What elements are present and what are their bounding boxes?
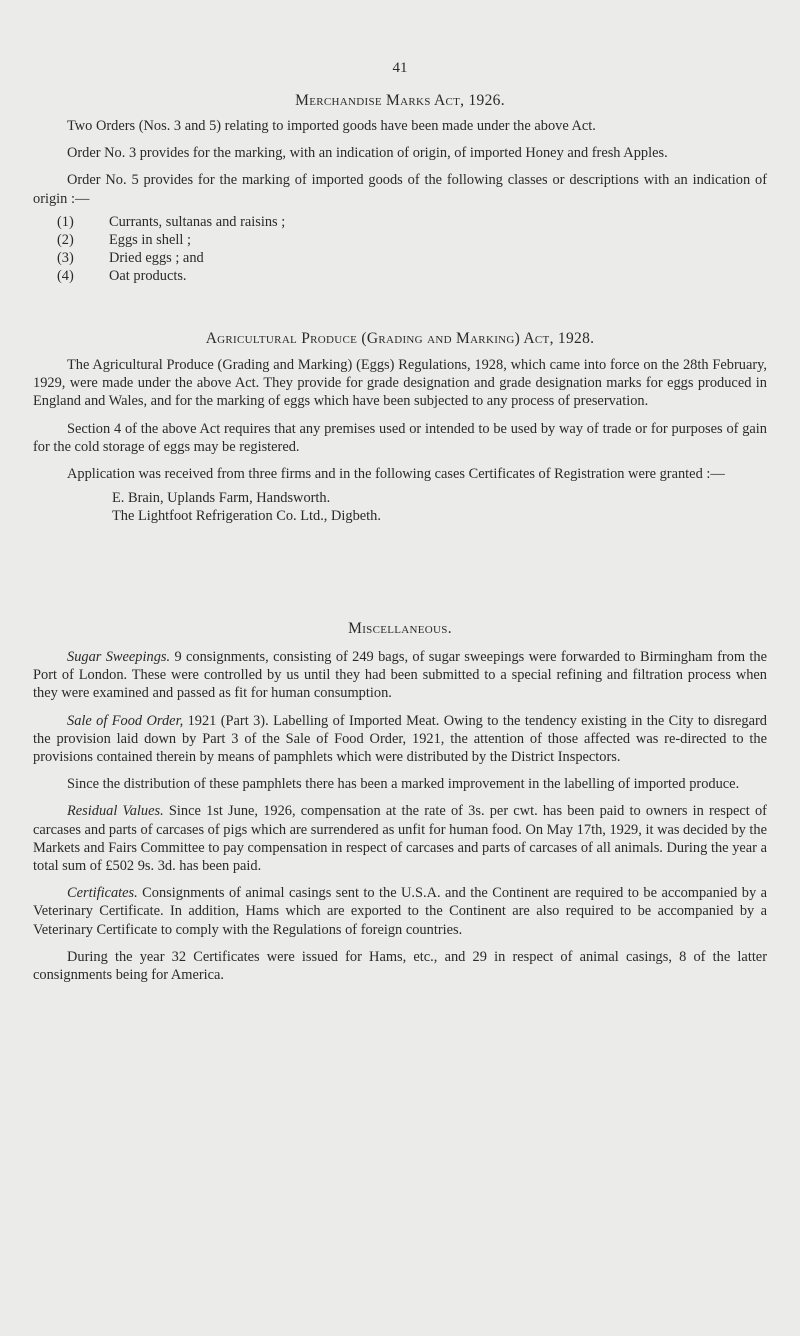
paragraph: Section 4 of the above Act requires that any premises used or intended to be used by way of trade or for purposes of gain for the cold storage of eggs may be registered. [33,420,767,455]
list-item: (2) Eggs in shell ; [57,232,191,249]
list-item: (3) Dried eggs ; and [57,250,204,267]
paragraph-sugar-sweepings: Sugar Sweepings. 9 consignments, consisting of 249 bags, of sugar sweepings were forwarded to Birmingham from the Port of London. These were controlled by us until they had been submitted to a special refining and filtration process when they were examined and passed as fit for human consumption. [33,649,767,702]
paragraph-residual-values: Residual Values. Since 1st June, 1926, compensation at the rate of 3s. per cwt. has been paid to owners in respect of carcases and parts of carcases of pigs which are surrendered as unfit for human food. On May 17th, 1929, it was decided by the Markets and Fairs Committee to pay compensation in respect of carcases and parts of carcases of all animals. During the year a total sum of £502 9s. 3d. has been paid. [33,803,767,875]
section-heading: Merchandise Marks Act, 1926. [295,92,505,109]
list-item: (4) Oat products. [57,268,187,285]
page-number: 41 [392,60,408,76]
paragraph-sale-of-food: Sale of Food Order, 1921 (Part 3). Labelling of Imported Meat. Owing to the tendency existing in the City to disregard the provision laid down by Part 3 of the Sale of Food Order, 1921, the attention of those affected was re-directed to the provisions contained therein by means of pamphlets which were distributed by the District Inspectors. [33,712,767,766]
firm-name: The Lightfoot Refrigeration Co. Ltd., Digbeth. [112,508,381,525]
firm-name: E. Brain, Uplands Farm, Handsworth. [112,490,331,507]
list-item: (1) Currants, sultanas and raisins ; [57,213,286,230]
paragraph: During the year 32 Certificates were issued for Hams, etc., and 29 in respect of animal casings, 8 of the latter consignments being for America. [33,948,767,984]
section-heading: Miscellaneous. [348,620,452,637]
paragraph: Application was received from three firms and in the following cases Certificates of Registration were granted :— [67,466,725,483]
goods-list [33,213,767,286]
paragraph: Order No. 5 provides for the marking of imported goods of the following classes or descriptions with an indication of origin :— [33,172,767,207]
section-agricultural-produce [33,330,767,526]
section-miscellaneous [33,620,767,984]
paragraph: Since the distribution of these pamphlets there has been a marked improvement in the labelling of imported produce. [67,776,740,793]
paragraph: Order No. 3 provides for the marking, with an indication of origin, of imported Honey and fresh Apples. [67,145,668,162]
registered-firms [33,489,767,525]
section-heading: Agricultural Produce (Grading and Marking) Act, 1928. [205,330,595,347]
paragraph: The Agricultural Produce (Grading and Marking) (Eggs) Regulations, 1928, which came into force on the 28th February, 1929, were made under the above Act. They provide for grade designation and grade designation marks for eggs produced in England and Wales, and for the marking of eggs which have been subjected to any process of preservation. [33,357,767,410]
paragraph: Two Orders (Nos. 3 and 5) relating to imported goods have been made under the above Act. [67,118,596,134]
paragraph-certificates: Certificates. Consignments of animal casings sent to the U.S.A. and the Continent are required to be accompanied by a Veterinary Certificate. In addition, Hams which are exported to the Continent are also required to be accompanied by a Veterinary Certificate to comply with the Regulations of foreign countries. [33,885,767,938]
section-merchandise-marks [33,92,767,286]
